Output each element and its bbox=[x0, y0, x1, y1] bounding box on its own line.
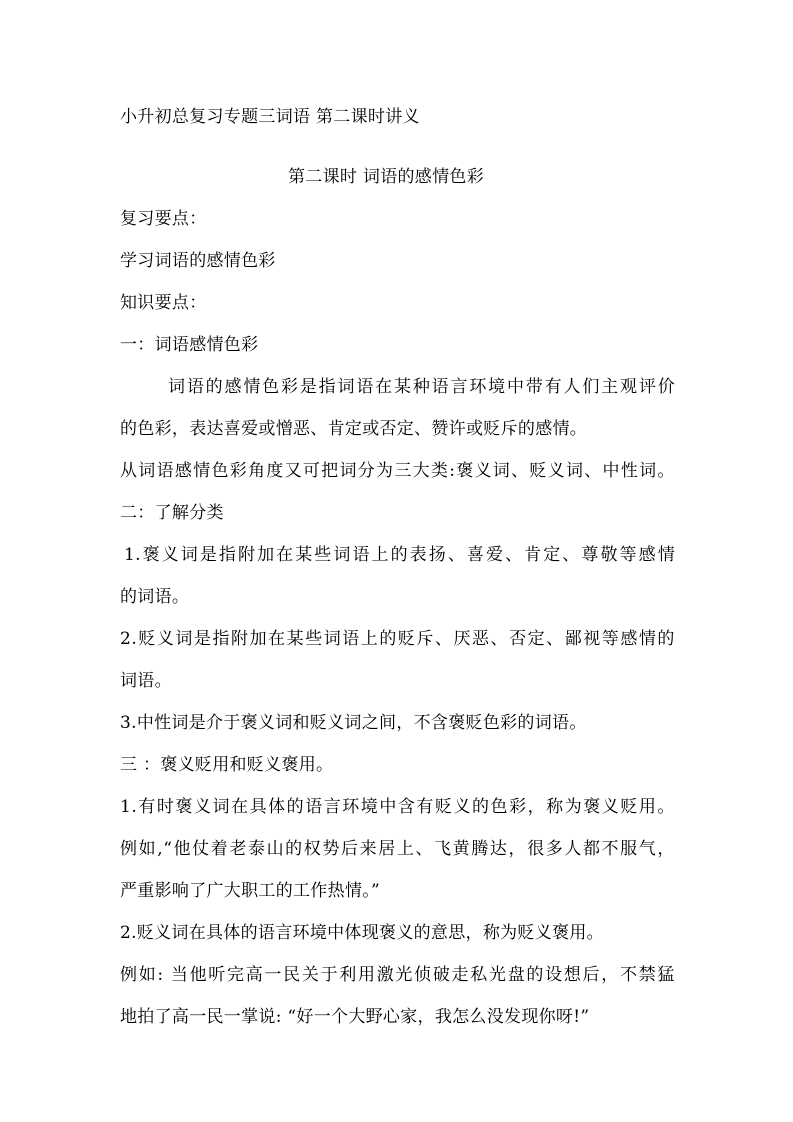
lesson-heading: 第二课时 词语的感情色彩 bbox=[288, 167, 485, 187]
section-2-item-line: 2.贬义词是指附加在某些词语上的贬斥、厌恶、否定、鄙视等感情的 bbox=[120, 629, 675, 649]
document-title: 小升初总复习专题三词语 第二课时讲义 bbox=[120, 107, 420, 127]
section-3-example-line: 例如: 当他听完高一民关于利用激光侦破走私光盘的设想后，不禁猛 bbox=[120, 965, 675, 985]
section-3-item-line: 2.贬义词在具体的语言环境中体现褒义的意思，称为贬义褒用。 bbox=[120, 923, 604, 943]
section-3-example-line: 地拍了高一民一掌说: “好一个大野心家，我怎么没发现你呀!” bbox=[120, 1007, 590, 1027]
section-3-item-line: 1.有时褒义词在具体的语言环境中含有贬义的色彩，称为褒义贬用。 bbox=[120, 797, 675, 817]
section-1-paragraph-line: 的色彩，表达喜爱或憎恶、肯定或否定、赞许或贬斥的感情。 bbox=[120, 419, 588, 439]
section-1-classification-line: 从词语感情色彩角度又可把词分为三大类:褒义词、贬义词、中性词。 bbox=[120, 461, 675, 481]
review-points-label: 复习要点： bbox=[120, 209, 207, 229]
section-3-example-line: 严重影响了广大职工的工作热情。” bbox=[120, 881, 380, 901]
section-2-item-line: 3.中性词是介于褒义词和贬义词之间，不含褒贬色彩的词语。 bbox=[120, 713, 587, 733]
knowledge-points-label: 知识要点： bbox=[120, 293, 207, 313]
section-2-item-line: 1.褒义词是指附加在某些词语上的表扬、喜爱、肯定、尊敬等感情 bbox=[124, 545, 675, 565]
section-1-heading: 一：词语感情色彩 bbox=[120, 335, 259, 355]
section-3-heading: 三 ：褒义贬用和贬义褒用。 bbox=[120, 755, 334, 775]
review-points-text: 学习词语的感情色彩 bbox=[120, 251, 276, 271]
section-1-paragraph-line: 词语的感情色彩是指词语在某种语言环境中带有人们主观评价 bbox=[168, 377, 675, 397]
section-3-example-line: 例如,“他仗着老泰山的权势后来居上、飞黄腾达，很多人都不服气， bbox=[120, 839, 675, 859]
section-2-heading: 二：了解分类 bbox=[120, 503, 224, 523]
section-2-item-line: 词语。 bbox=[120, 671, 172, 691]
section-2-item-line: 的词语。 bbox=[120, 587, 190, 607]
